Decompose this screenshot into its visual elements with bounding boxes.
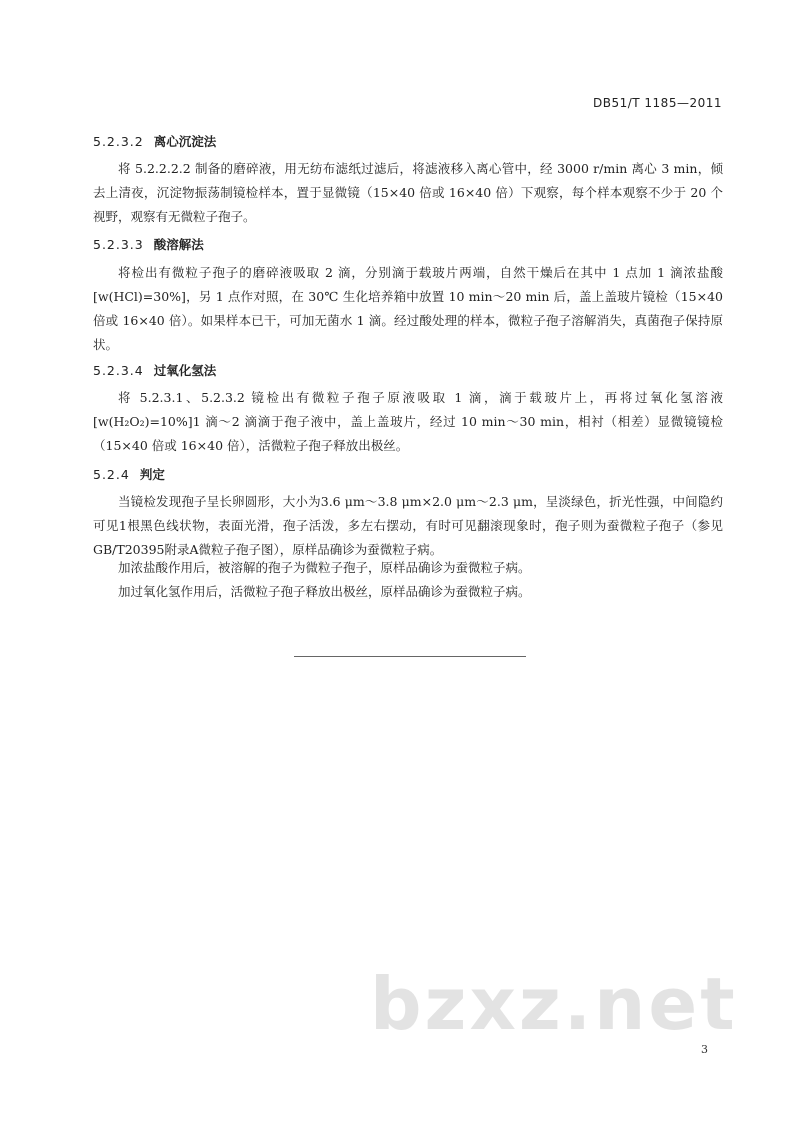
end-of-document-rule — [294, 656, 526, 657]
standard-code: DB51/T 1185—2011 — [592, 96, 722, 110]
section-title: 过氧化氢法 — [153, 363, 217, 378]
section-number: 5.2.4 — [93, 467, 130, 482]
section-heading-peroxide — [93, 361, 216, 379]
section-title: 酸溶解法 — [153, 237, 204, 252]
section-heading-judgement — [93, 465, 165, 483]
paragraph-judgement-3: 加过氧化氢作用后，活微粒子孢子释放出极丝，原样品确诊为蚕微粒子病。 — [118, 584, 531, 599]
section-title: 判定 — [139, 467, 165, 482]
section-number: 5.2.3.3 — [93, 237, 144, 252]
paragraph-judgement-2: 加浓盐酸作用后，被溶解的孢子为微粒子孢子，原样品确诊为蚕微粒子病。 — [118, 560, 531, 575]
section-number: 5.2.3.4 — [93, 363, 144, 378]
paragraph-acid: 将检出有微粒子孢子的磨碎液吸取 2 滴，分别滴于载玻片两端，自然干燥后在其中 1 点加 1 滴浓盐酸[w(HCl)=30%]，另 1 点作对照，在 30℃ 生化培养箱中放置 10 min～20 min 后，盖上盖玻片镜检（15×40 倍或 16×40 倍）。如果样本已干，可加无菌水 1 滴。经过酸处理的样本，微粒子孢子溶解消失，真菌孢子保持原状。 — [93, 265, 723, 352]
section-heading-acid — [93, 235, 204, 253]
section-number: 5.2.3.2 — [93, 134, 144, 149]
section-title: 离心沉淀法 — [153, 134, 217, 149]
paragraph-judgement-1: 当镜检发现孢子呈长卵圆形，大小为3.6 μm～3.8 μm×2.0 μm～2.3 μm，呈淡绿色，折光性强，中间隐约可见1根黑色线状物，表面光滑，孢子活泼，多左右摆动，有时可见翻滚现象时，孢子则为蚕微粒子孢子（参见GB/T20395附录A微粒子孢子图），原样品确诊为蚕微粒子病。 — [93, 494, 723, 557]
page-number: 3 — [701, 1043, 708, 1056]
paragraph-centrifuge: 将 5.2.2.2.2 制备的磨碎液，用无纺布滤纸过滤后，将滤液移入离心管中，经 3000 r/min 离心 3 min，倾去上清夜，沉淀物振荡制镜检样本，置于显微镜（15×40 倍或 16×40 倍）下观察，每个样本观察不少于 20 个视野，观察有无微粒子孢子。 — [93, 161, 723, 224]
section-heading-centrifuge — [93, 132, 216, 150]
watermark: bzxz.net — [370, 962, 738, 1046]
paragraph-peroxide: 将 5.2.3.1、5.2.3.2 镜检出有微粒子孢子原液吸取 1 滴，滴于载玻片上，再将过氧化氢溶液[w(H₂O₂)=10%]1 滴～2 滴滴于孢子液中，盖上盖玻片，经过 10 min～30 min，相衬（相差）显微镜镜检（15×40 倍或 16×40 倍），活微粒子孢子释放出极丝。 — [93, 390, 723, 453]
